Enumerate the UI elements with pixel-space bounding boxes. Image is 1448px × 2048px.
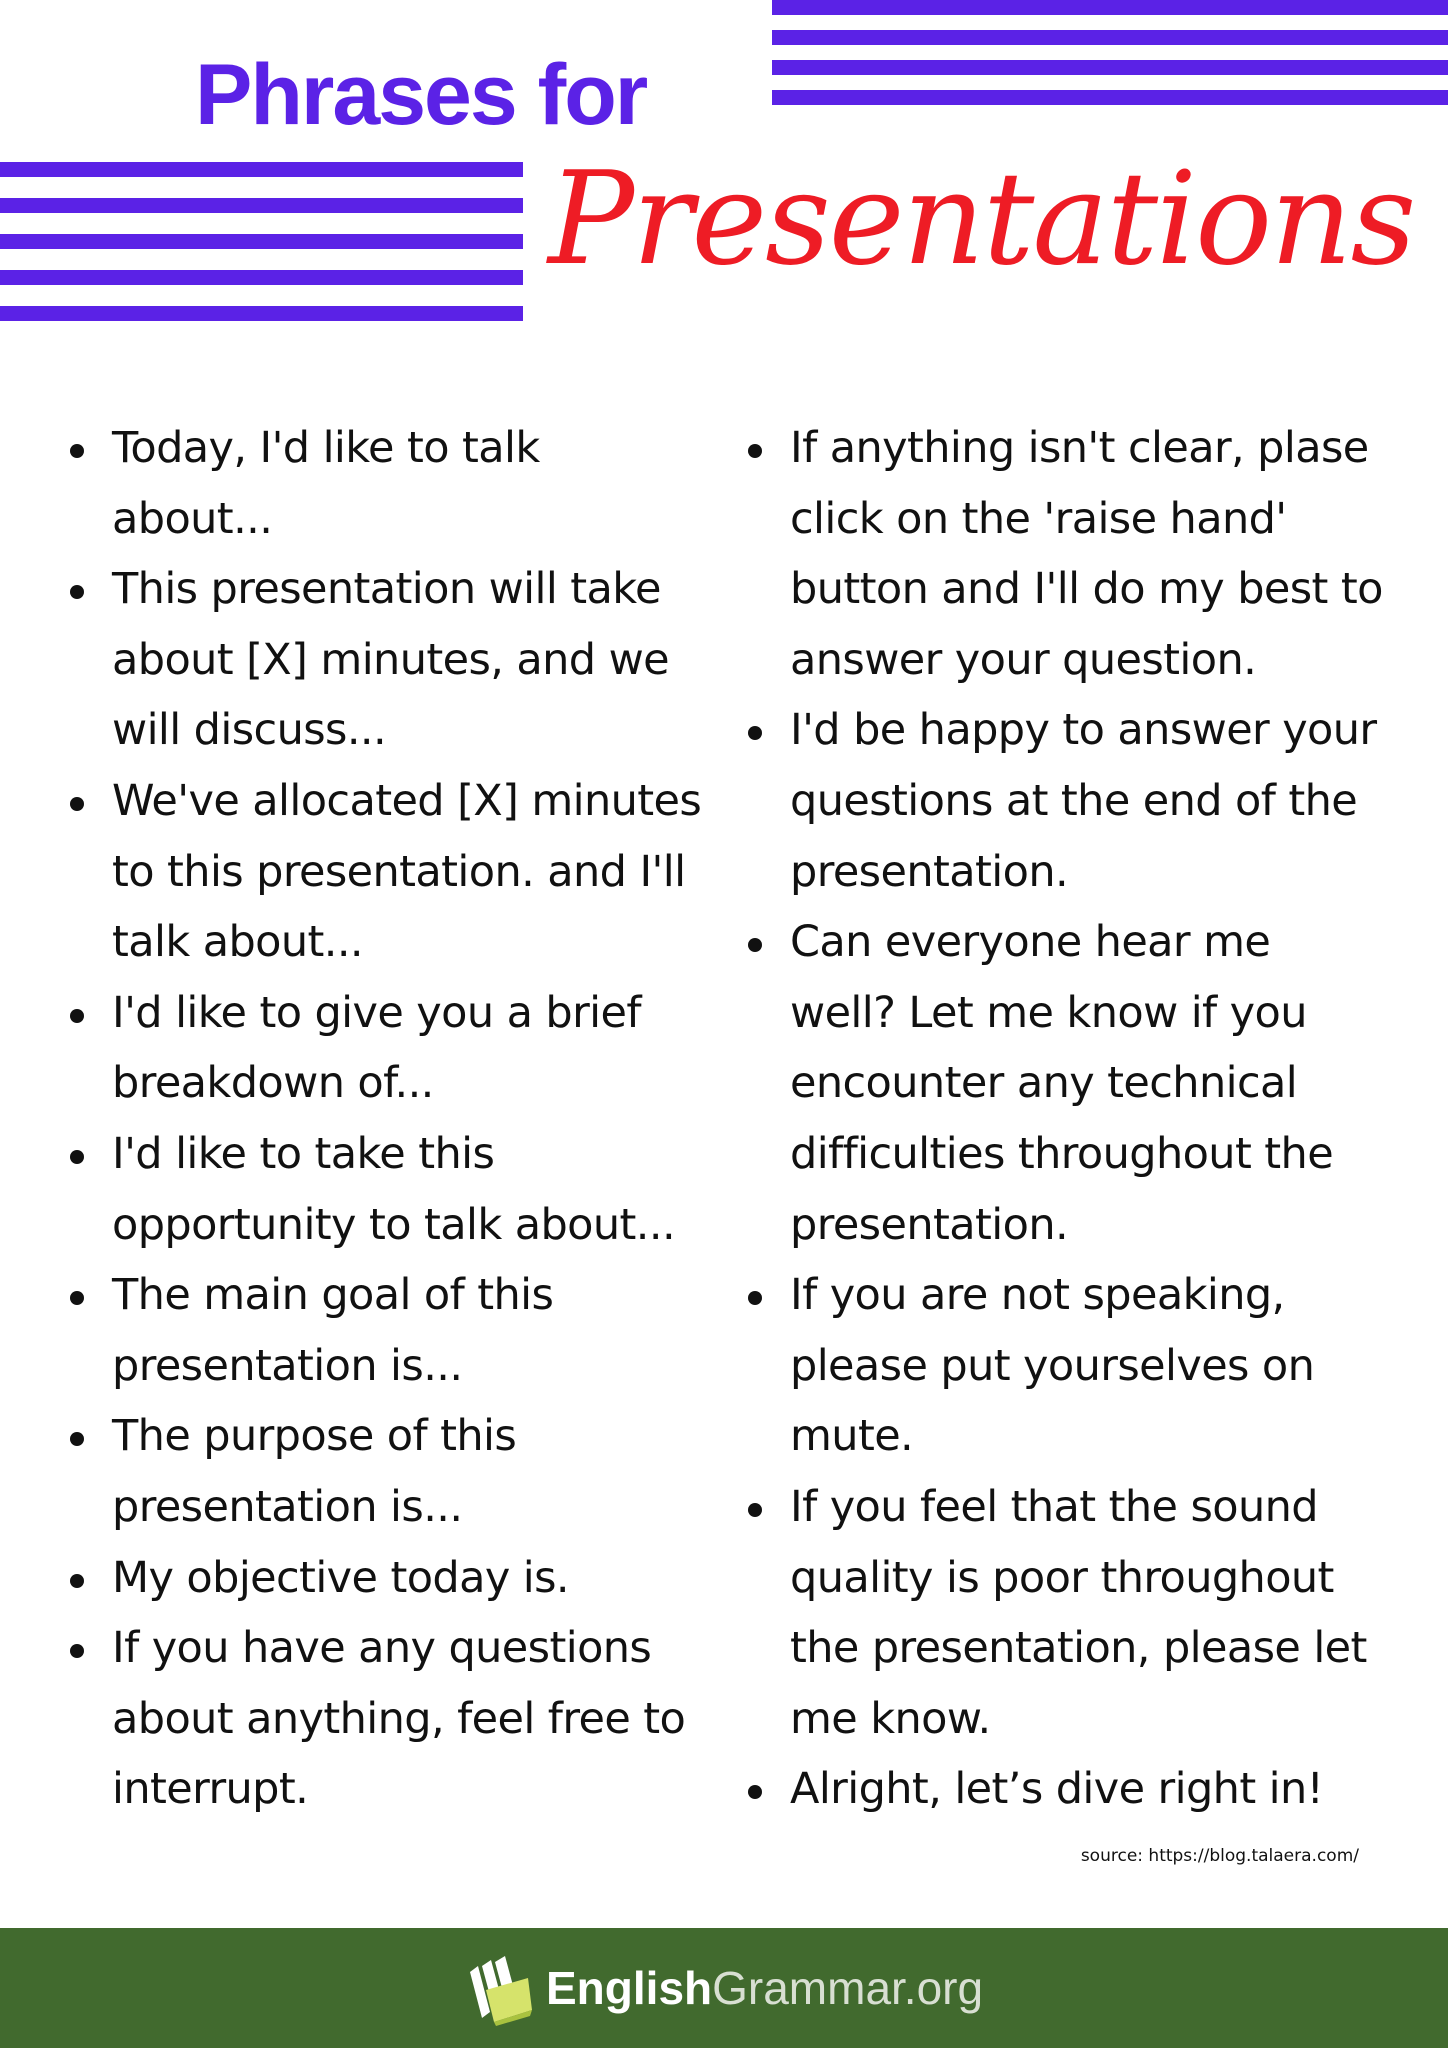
source-credit: source: https://blog.talaera.com/ xyxy=(1080,1846,1359,1866)
phrase-item: I'd be happy to answer your questions at the end of the presentation. xyxy=(748,695,1388,907)
phrase-item: If you are not speaking, please put yourselves on mute. xyxy=(748,1260,1388,1472)
phrase-item: I'd like to take this opportunity to talk about... xyxy=(70,1119,710,1260)
stripes-left xyxy=(0,162,523,322)
bullet-dot xyxy=(70,1644,84,1658)
title-presentations: Presentations xyxy=(548,145,1415,294)
bullet-dot xyxy=(70,585,84,599)
book-pages-icon xyxy=(460,1950,540,2026)
phrase-item: If you have any questions about anything, feel free to interrupt. xyxy=(70,1613,710,1825)
stripes-top-right xyxy=(772,0,1448,105)
phrase-item: Today, I'd like to talk about... xyxy=(70,413,710,554)
bullet-dot xyxy=(70,1291,84,1305)
bullet-dot xyxy=(748,1785,762,1799)
bullet-dot xyxy=(70,797,84,811)
phrase-item: Alright, let’s dive right in! xyxy=(748,1754,1388,1825)
bullet-dot xyxy=(70,1009,84,1023)
bullet-dot xyxy=(70,1150,84,1164)
brand-name-bold: English xyxy=(546,1962,713,2014)
phrase-item: The main goal of this presentation is... xyxy=(70,1260,710,1401)
bullet-dot xyxy=(70,1574,84,1588)
bullet-dot xyxy=(748,444,762,458)
phrase-item: My objective today is. xyxy=(70,1543,710,1614)
phrase-list-right xyxy=(748,413,1388,1825)
brand-name-light: Grammar.org xyxy=(712,1962,984,2014)
phrase-item: If you feel that the sound quality is poor throughout the presentation, please let me know. xyxy=(748,1472,1388,1754)
bullet-dot xyxy=(748,1503,762,1517)
title-phrases-for: Phrases for xyxy=(195,47,647,143)
bullet-dot xyxy=(70,1432,84,1446)
footer-bar xyxy=(0,1928,1448,2048)
phrase-item: This presentation will take about [X] minutes, and we will discuss... xyxy=(70,554,710,766)
bullet-dot xyxy=(748,938,762,952)
bullet-dot xyxy=(748,1291,762,1305)
phrase-item: If anything isn't clear, plase click on the 'raise hand' button and I'll do my best to answer your question. xyxy=(748,413,1388,695)
bullet-dot xyxy=(70,444,84,458)
phrase-item: Can everyone hear me well? Let me know if you encounter any technical difficulties throughout the presentation. xyxy=(748,907,1388,1260)
phrase-item: We've allocated [X] minutes to this presentation. and I'll talk about... xyxy=(70,766,710,978)
phrase-item: The purpose of this presentation is... xyxy=(70,1401,710,1542)
bullet-dot xyxy=(748,726,762,740)
brand-logo[interactable] xyxy=(460,1950,983,2026)
phrase-item: I'd like to give you a brief breakdown of... xyxy=(70,978,710,1119)
phrase-list-left xyxy=(70,413,710,1825)
